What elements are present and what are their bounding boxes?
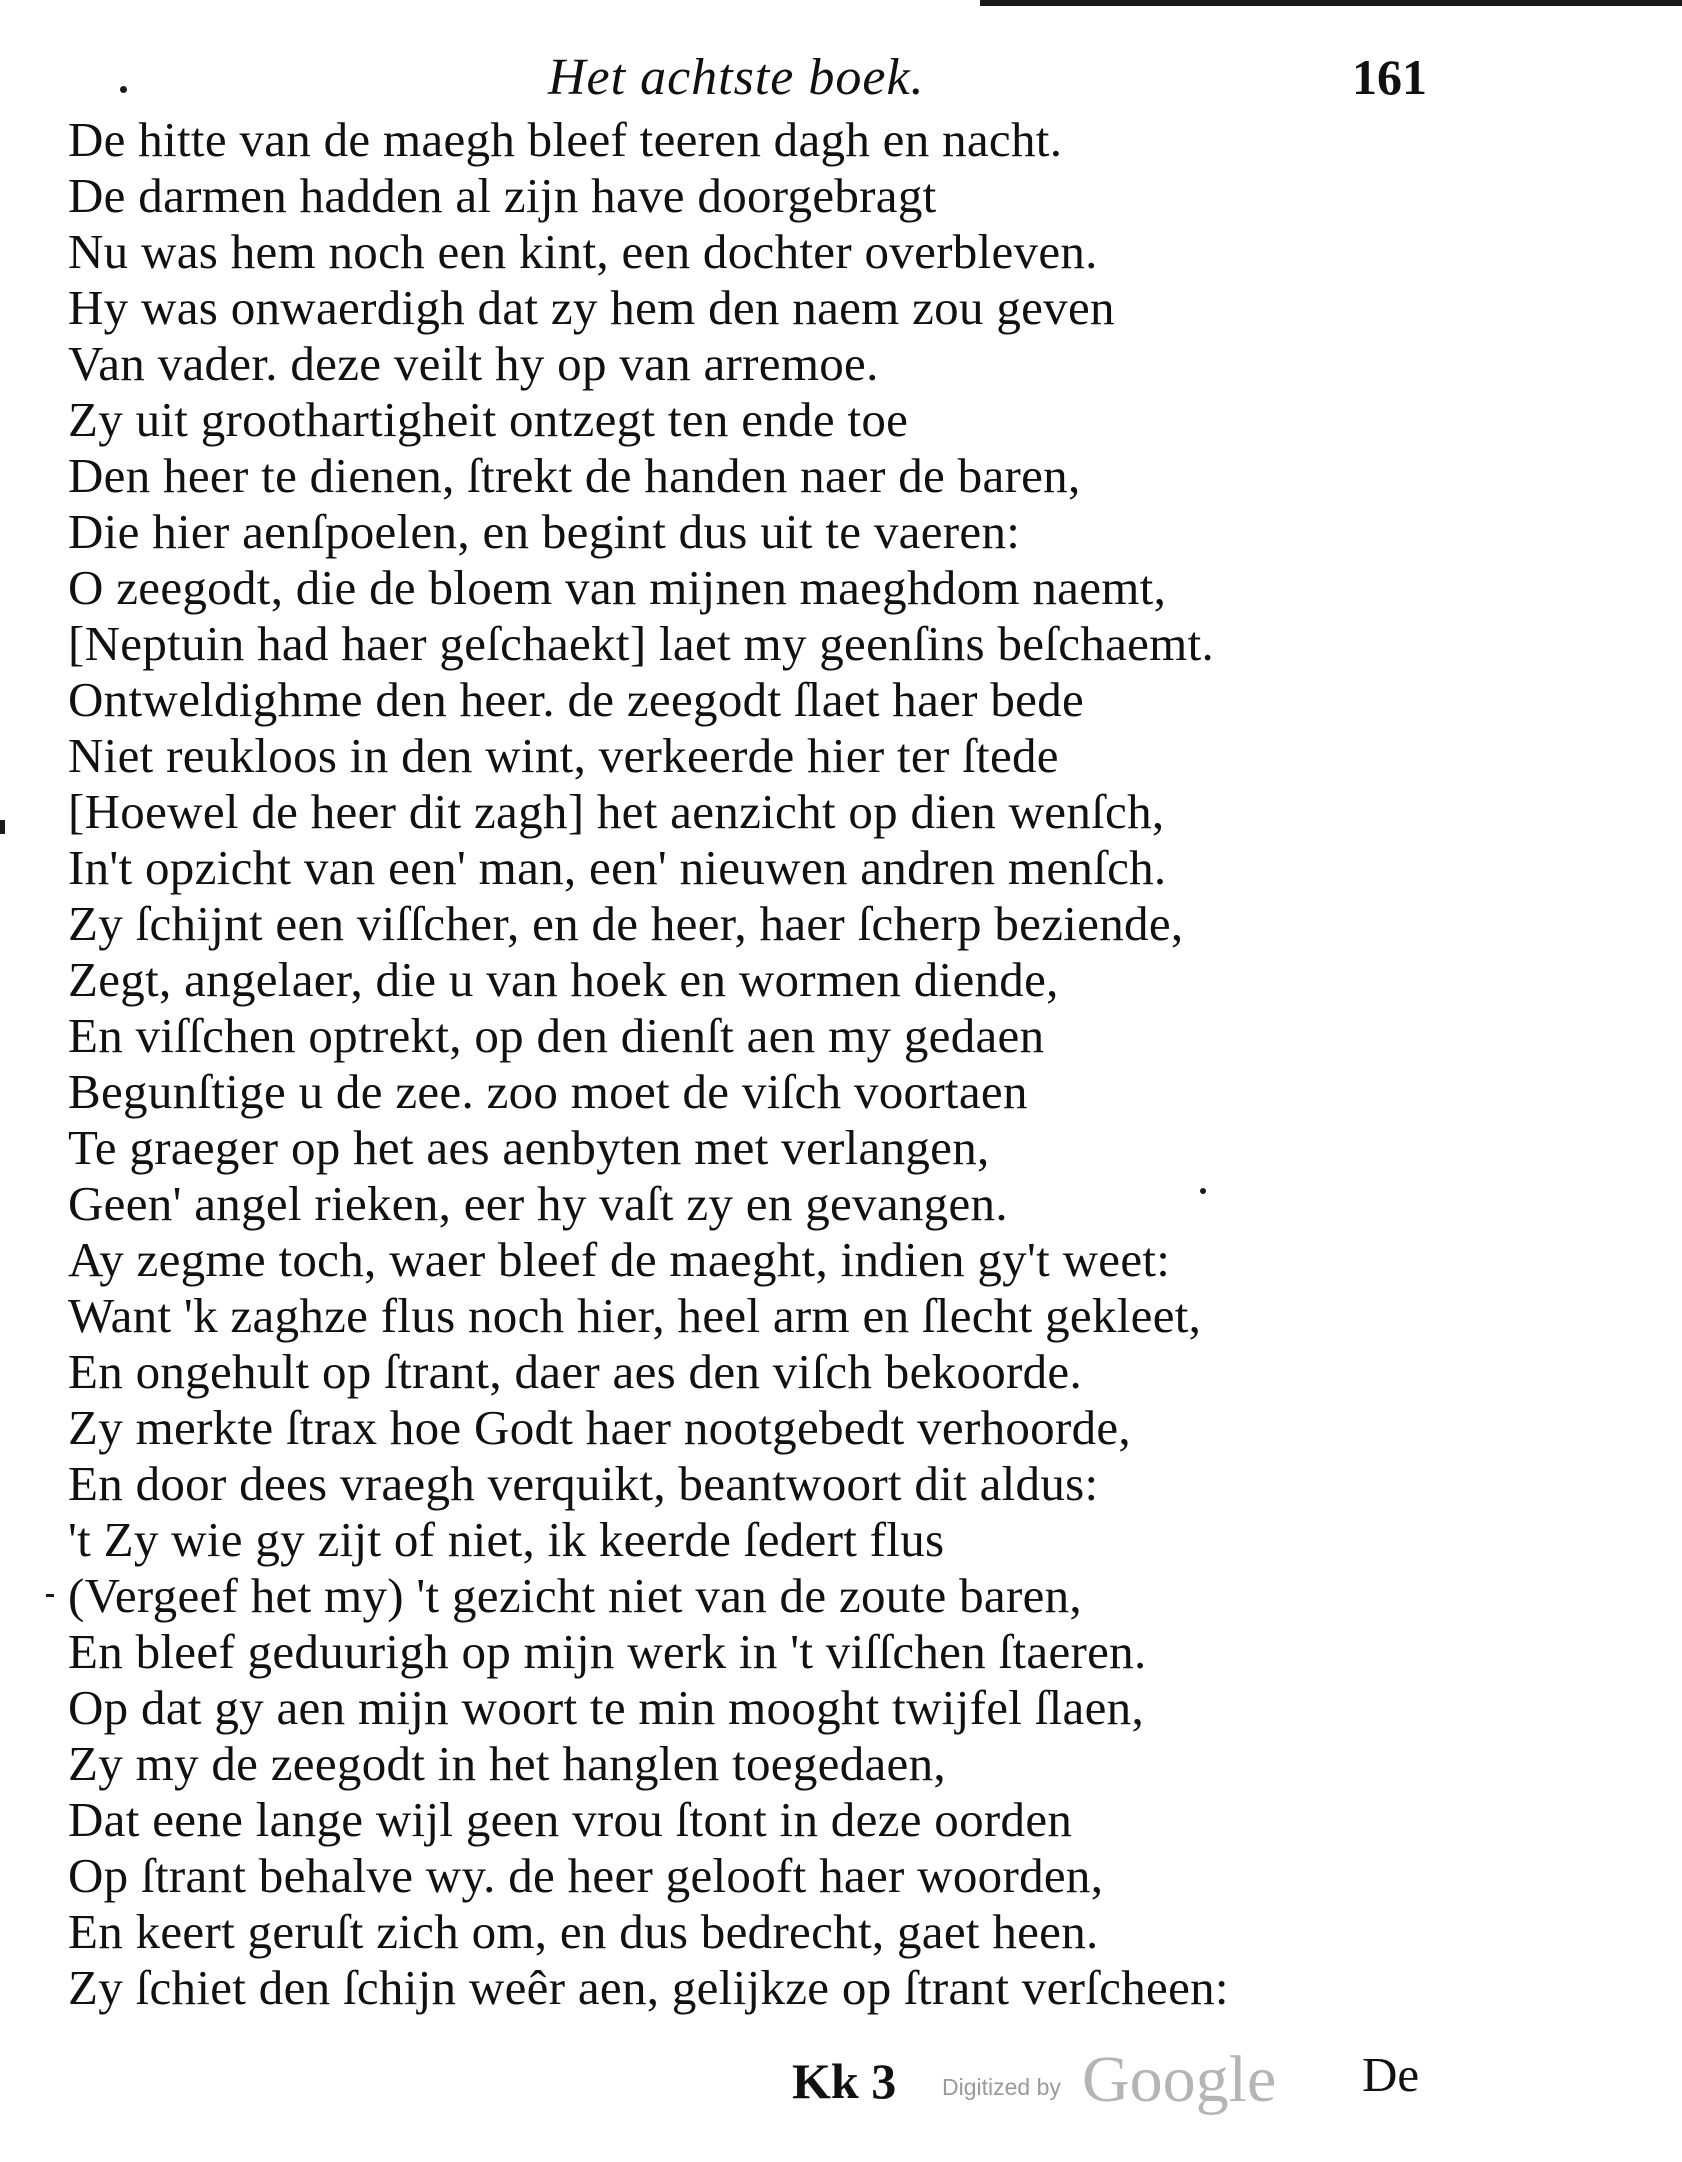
verse-line: Ontweldighme den heer. de zeegodt ſlaet haer bede bbox=[68, 672, 1085, 727]
verse-line: En viſſchen optrekt, op den dienſt aen my gedaen bbox=[68, 1008, 1045, 1063]
verse-line: Begunſtige u de zee. zoo moet de viſch voortaen bbox=[68, 1064, 1028, 1119]
page-footer bbox=[0, 2040, 1682, 2120]
verse-line: (Vergeef het my) 't gezicht niet van de zoute baren, bbox=[68, 1568, 1082, 1623]
page-header bbox=[0, 48, 1682, 118]
verse-line: O zeegodt, die de bloem van mijnen maeghdom naemt, bbox=[68, 560, 1167, 615]
verse-line: Hy was onwaerdigh dat zy hem den naem zou geven bbox=[68, 280, 1115, 335]
verse-line: Zy ſchiet den ſchijn weêr aen, gelijkze op ſtrant verſcheen: bbox=[68, 1960, 1229, 2015]
verse-line: Die hier aenſpoelen, en begint dus uit te vaeren: bbox=[68, 504, 1021, 559]
running-title: Het achtste boek. bbox=[548, 49, 925, 106]
verse-line: En keert geruſt zich om, en dus bedrecht, gaet heen. bbox=[68, 1904, 1099, 1959]
verse-line: In't opzicht van een' man, een' nieuwen andren menſch. bbox=[68, 840, 1167, 895]
signature-mark: Kk 3 bbox=[792, 2053, 897, 2109]
verse-line: Nu was hem noch een kint, een dochter overbleven. bbox=[68, 224, 1098, 279]
verse-line: [Neptuin had haer geſchaekt] laet my geenſins beſchaemt. bbox=[68, 616, 1215, 671]
verse-line: Dat eene lange wijl geen vrou ſtont in deze oorden bbox=[68, 1792, 1073, 1847]
verse-line: Geen' angel rieken, eer hy vaſt zy en gevangen. bbox=[68, 1176, 1008, 1231]
top-edge-mark bbox=[980, 0, 1682, 6]
verse-line: Te graeger op het aes aenbyten met verlangen, bbox=[68, 1120, 990, 1175]
verse-line: En door dees vraegh verquikt, beantwoort dit aldus: bbox=[68, 1456, 1099, 1511]
verse-line: Zy my de zeegodt in het hanglen toegedaen, bbox=[68, 1736, 946, 1791]
verse-line: [Hoewel de heer dit zagh] het aenzicht op dien wenſch, bbox=[68, 784, 1165, 839]
verse-line: Want 'k zaghze flus noch hier, heel arm en ſlecht gekleet, bbox=[68, 1288, 1202, 1343]
digitized-by-note: Digitized by bbox=[942, 2074, 1061, 2100]
verse-line: Zegt, angelaer, die u van hoek en wormen diende, bbox=[68, 952, 1059, 1007]
verse-line: 't Zy wie gy zijt of niet, ik keerde ſedert flus bbox=[68, 1512, 945, 1567]
poem-text bbox=[68, 112, 1608, 2016]
left-edge-tick bbox=[46, 1594, 54, 1597]
google-watermark-logo: Google bbox=[1082, 2043, 1277, 2116]
verse-line: Van vader. deze veilt hy op van arremoe. bbox=[68, 336, 879, 391]
verse-line: En ongehult op ſtrant, daer aes den viſch bekoorde. bbox=[68, 1344, 1083, 1399]
verse-line: Zy merkte ſtrax hoe Godt haer nootgebedt verhoorde, bbox=[68, 1400, 1131, 1455]
verse-line: Den heer te dienen, ſtrekt de handen naer de baren, bbox=[68, 448, 1081, 503]
verse-line: De hitte van de maegh bleef teeren dagh en nacht. bbox=[68, 112, 1063, 167]
verse-line: Ay zegme toch, waer bleef de maeght, indien gy't weet: bbox=[68, 1232, 1171, 1287]
catchword: De bbox=[1362, 2047, 1420, 2102]
verse-line: Op ſtrant behalve wy. de heer gelooft haer woorden, bbox=[68, 1848, 1104, 1903]
page-number: 161 bbox=[1352, 49, 1427, 105]
verse-line: De darmen hadden al zijn have doorgebragt bbox=[68, 168, 937, 223]
verse-line: En bleef geduurigh op mijn werk in 't viſſchen ſtaeren. bbox=[68, 1624, 1147, 1679]
verse-line: Op dat gy aen mijn woort te min mooght twijfel ſlaen, bbox=[68, 1680, 1145, 1735]
verse-line: Zy ſchijnt een viſſcher, en de heer, haer ſcherp beziende, bbox=[68, 896, 1184, 951]
verse-line: Zy uit groothartigheit ontzegt ten ende toe bbox=[68, 392, 909, 447]
verse-line: Niet reukloos in den wint, verkeerde hier ter ſtede bbox=[68, 728, 1059, 783]
left-edge-mark bbox=[0, 820, 5, 834]
